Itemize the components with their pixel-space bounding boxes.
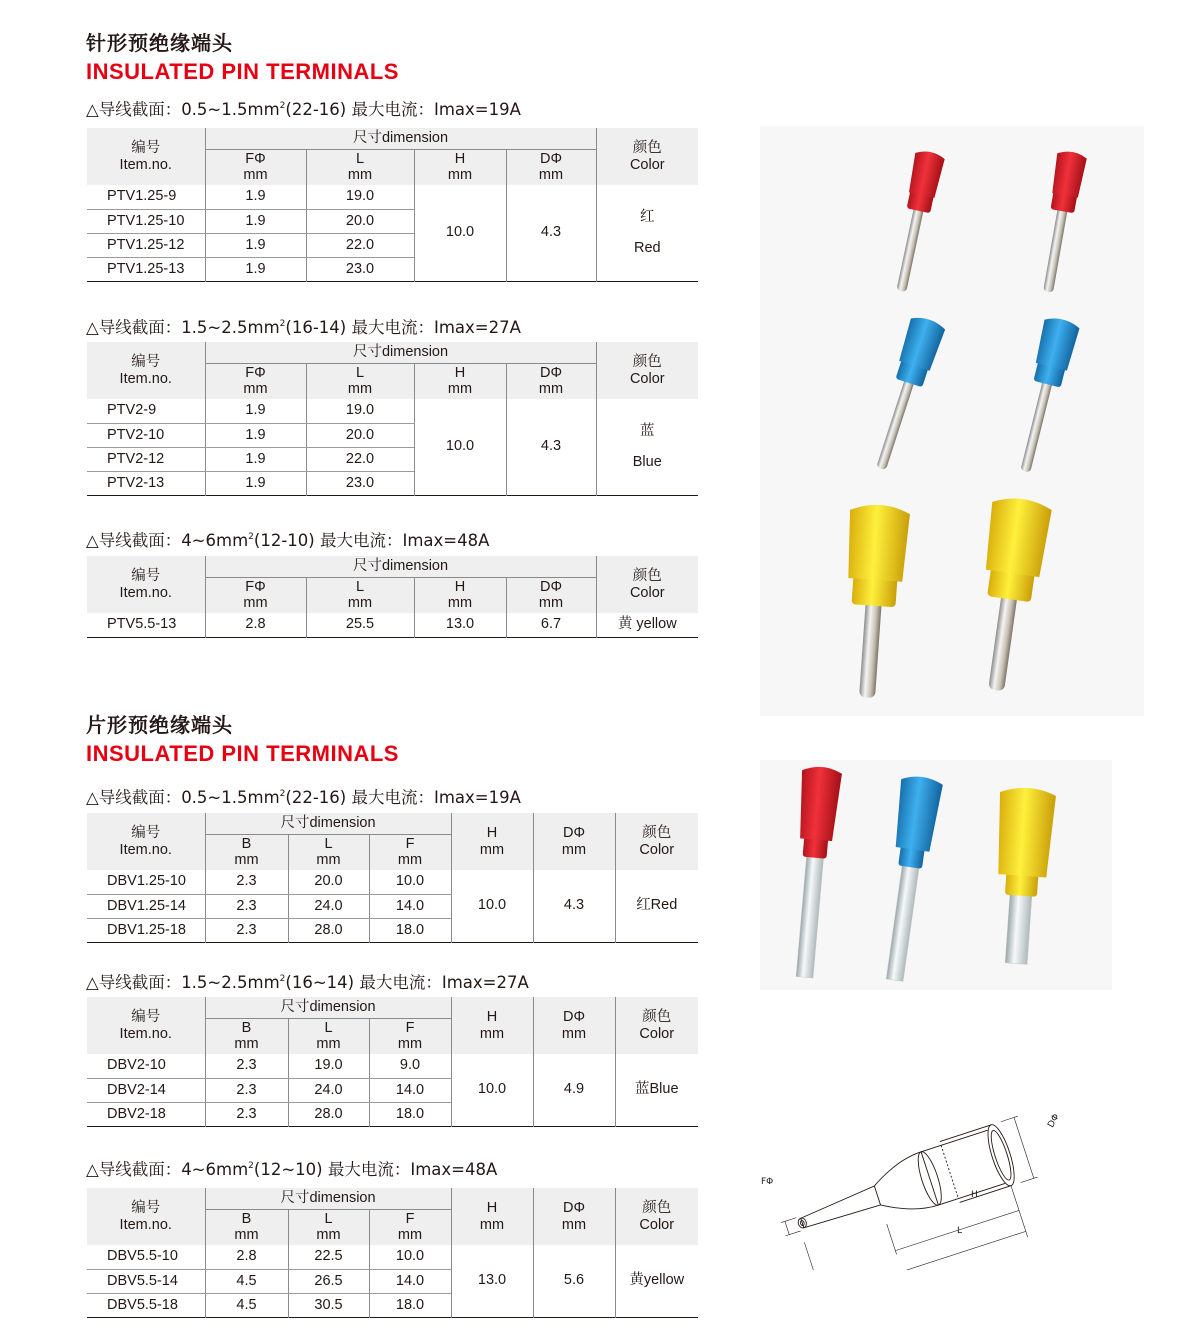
- table-row: DBV1.25-14 2.3 24.0 14.0: [87, 894, 698, 918]
- table-row: DBV5.5-18 4.5 30.5 18.0: [87, 1293, 698, 1317]
- table-row: PTV2-12 1.9 22.0: [87, 447, 698, 471]
- spec-line: △导线截面：$1.5\sim 2.5mm^2(16\sim 14)$ 最大电流：Imax=27A: [86, 973, 529, 992]
- blue-pin-terminal: [864, 314, 947, 474]
- table-row: DBV1.25-18 2.3 28.0 18.0: [87, 918, 698, 942]
- spec-line: △导线截面：$0.5\sim 1.5mm^2(22-16)$ 最大电流：Imax=19A: [86, 788, 521, 807]
- diagram-label-f: FΦ: [761, 1177, 774, 1187]
- section1-title-cn: 针形预绝缘端头: [86, 31, 233, 55]
- red-blade-terminal: [784, 765, 842, 979]
- pin-terminal-photo: [760, 126, 1144, 716]
- table-row: PTV5.5-13 2.8 25.5 13.0 6.7 黄 yellow: [87, 613, 698, 637]
- section1-title-en: INSULATED PIN TERMINALS: [86, 59, 399, 84]
- table-row: PTV1.25-12 1.9 22.0: [87, 233, 698, 257]
- spec-table-ptv2: 编号 Item.no. 尺寸dimension 颜色 Color FΦ mm L mm H mm DΦ mm PTV2-9 1.9 19.0 10.0 4.3 蓝 Blue PTV2-10 1.9 20.0 PTV2-12 1.9 22.0 PTV2-13 1.9 23.0: [87, 342, 698, 496]
- table-row: PTV1.25-9 1.9 19.0 10.0 4.3 红 Red: [87, 185, 698, 209]
- table-row: DBV1.25-10 2.3 20.0 10.0 10.0 4.3 红Red: [87, 870, 698, 894]
- spec-line: △导线截面：$4\sim 6mm^2(12\sim 10)$ 最大电流：Imax=48A: [86, 1160, 498, 1179]
- table-row: PTV1.25-13 1.9 23.0: [87, 257, 698, 281]
- spec-table-dbv125: 编号 Item.no. 尺寸dimension H mm DΦ mm 颜色 Color B mm L mm F mm DBV1.25-10 2.3 20.0 10.0 10.0 4.3 红Red DBV1.25-14 2.3 24.0 14.0 DBV1.25-18 2.3 28.0 18.0: [87, 813, 698, 943]
- section2-title-cn: 片形预绝缘端头: [86, 713, 233, 737]
- table-row: DBV2-14 2.3 24.0 14.0: [87, 1078, 698, 1102]
- spec-table-dbv2: 编号 Item.no. 尺寸dimension H mm DΦ mm 颜色 Color B mm L mm F mm DBV2-10 2.3 19.0 9.0 10.0 4.9 蓝Blue DBV2-14 2.3 24.0 14.0 DBV2-18 2.3 28.0 18.0: [87, 997, 698, 1127]
- red-pin-terminal: [887, 149, 946, 294]
- table-row: DBV2-10 2.3 19.0 9.0 10.0 4.9 蓝Blue: [87, 1054, 698, 1078]
- section2-title-en: INSULATED PIN TERMINALS: [86, 741, 399, 766]
- spec-table-ptv55: 编号 Item.no. 尺寸dimension 颜色 Color FΦ mm L mm H mm DΦ mm PTV5.5-13 2.8 25.5 13.0 6.7 黄 yellow: [87, 556, 698, 638]
- diagram-label-l: L: [957, 1226, 963, 1236]
- table-row: PTV2-10 1.9 20.0: [87, 423, 698, 447]
- spec-table-ptv125: 编号 Item.no. 尺寸dimension 颜色 Color FΦ mm L mm H mm DΦ mm PTV1.25-9 1.9 19.0 10.0 4.3 红 Red PTV1.25-10 1.9 20.0 PTV1.25-12 1.9 22.0 PTV1.25-13 1.9 23.0: [87, 128, 698, 282]
- yellow-blade-terminal: [988, 786, 1056, 965]
- table-row: PTV1.25-10 1.9 20.0: [87, 209, 698, 233]
- table-row: DBV2-18 2.3 28.0 18.0: [87, 1102, 698, 1126]
- diagram-label-d: DΦ: [1046, 1112, 1062, 1130]
- table-row: PTV2-13 1.9 23.0: [87, 471, 698, 495]
- spec-table-dbv55: 编号 Item.no. 尺寸dimension H mm DΦ mm 颜色 Color B mm L mm F mm DBV5.5-10 2.8 22.5 10.0 13.0 5.6 黄yellow DBV5.5-14 4.5 26.5 14.0 DBV5.5-18 4.5 30.5 18.0: [87, 1188, 698, 1318]
- yellow-pin-terminal: [837, 503, 910, 700]
- spec-line: △导线截面：$1.5\sim 2.5mm^2(16-14)$ 最大电流：Imax=27A: [86, 318, 521, 337]
- terminal-dimension-diagram: [755, 1090, 1095, 1270]
- blue-blade-terminal: [873, 774, 943, 983]
- table-row: PTV2-9 1.9 19.0 10.0 4.3 蓝 Blue: [87, 399, 698, 423]
- diagram-label-h: H: [971, 1190, 978, 1200]
- blade-terminal-photo: [760, 760, 1112, 990]
- table-row: DBV5.5-10 2.8 22.5 10.0 13.0 5.6 黄yellow: [87, 1245, 698, 1269]
- blue-pin-terminal: [1008, 315, 1081, 476]
- spec-line: △导线截面：$4\sim 6mm^2(12-10)$ 最大电流：Imax=48A: [86, 531, 490, 550]
- red-pin-terminal: [1033, 149, 1087, 294]
- table-row: DBV5.5-14 4.5 26.5 14.0: [87, 1269, 698, 1293]
- spec-line: △导线截面：$0.5\sim 1.5mm^2(22-16)$ 最大电流：Imax=19A: [86, 100, 521, 119]
- yellow-pin-terminal: [966, 495, 1052, 694]
